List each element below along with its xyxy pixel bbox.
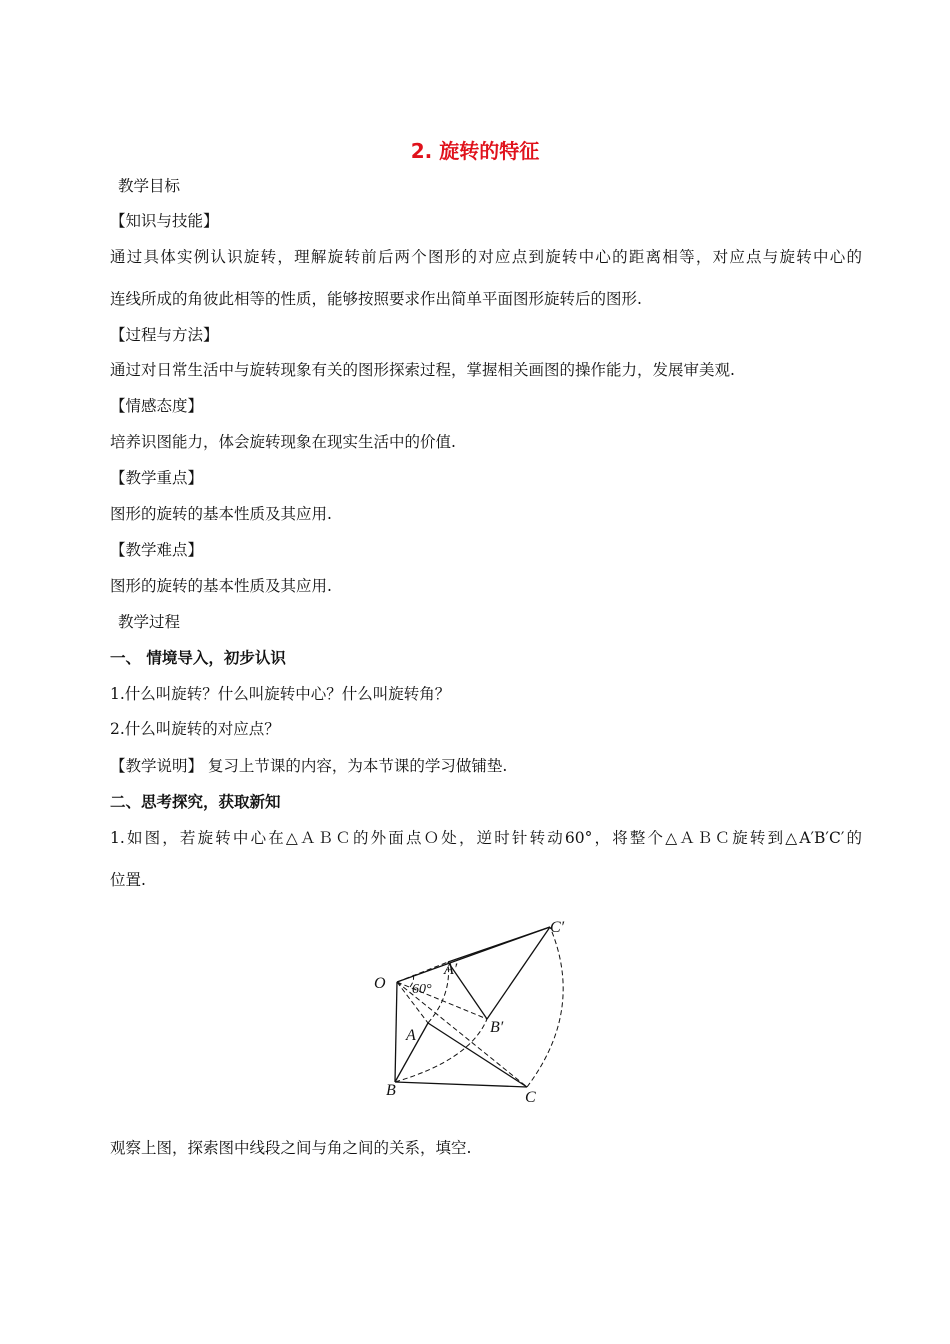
segment-BC [395, 1082, 527, 1087]
key-points-heading: 【教学重点】 [110, 469, 204, 487]
label-A: A [406, 1027, 416, 1044]
section2-heading: 二、思考探究，获取新知 [110, 793, 281, 811]
arc-C-to-C1 [527, 927, 563, 1087]
segment-B1C1 [487, 927, 550, 1019]
knowledge-skills-heading: 【知识与技能】 [110, 212, 219, 230]
segment-AC [428, 1023, 527, 1087]
section2-paragraph-line2: 位置. [110, 871, 146, 889]
knowledge-skills-paragraph-line2: 连线所成的角彼此相等的性质，能够按照要求作出简单平面图形旋转后的图形. [110, 290, 642, 308]
emotion-attitude-heading: 【情感态度】 [110, 397, 204, 415]
process-method-heading: 【过程与方法】 [110, 326, 219, 344]
teaching-process-heading: 教学过程 [118, 613, 181, 631]
difficult-points-paragraph: 图形的旋转的基本性质及其应用. [110, 577, 332, 595]
section1-question1: 1.什么叫旋转？什么叫旋转中心？什么叫旋转角？ [110, 685, 451, 703]
goals-heading: 教学目标 [118, 177, 181, 195]
process-method-paragraph: 通过对日常生活中与旋转现象有关的图形探索过程，掌握相关画图的操作能力，发展审美观. [110, 361, 735, 379]
segment-OA1 [397, 962, 448, 982]
section1-question2: 2.什么叫旋转的对应点？ [110, 720, 280, 738]
rotation-figure [370, 915, 580, 1115]
segment-OC1 [397, 927, 550, 982]
section1-teaching-note: 【教学说明】 复习上节课的内容，为本节课的学习做铺垫. [110, 757, 508, 775]
label-C: C [525, 1089, 536, 1106]
section1-heading: 一、 情境导入，初步认识 [110, 649, 286, 667]
difficult-points-heading: 【教学难点】 [110, 541, 204, 559]
label-O: O [374, 975, 386, 992]
label-A-prime: A′ [444, 961, 458, 978]
label-C-prime: C′ [550, 919, 565, 936]
section2-paragraph-line1: 1.如图，若旋转中心在△ＡＢＣ的外面点Ｏ处，逆时针转动60°，将整个△ＡＢＣ旋转到△A′B′C′的 [110, 829, 862, 847]
observation-instruction: 观察上图，探索图中线段之间与角之间的关系，填空. [110, 1139, 472, 1157]
label-B: B [386, 1082, 396, 1099]
segment-OB [395, 982, 397, 1082]
page-title: 2. 旋转的特征 [410, 139, 540, 163]
knowledge-skills-paragraph-line1: 通过具体实例认识旋转，理解旋转前后两个图形的对应点到旋转中心的距离相等，对应点与旋转中心的 [110, 248, 862, 266]
key-points-paragraph: 图形的旋转的基本性质及其应用. [110, 505, 332, 523]
emotion-attitude-paragraph: 培养识图能力，体会旋转现象在现实生活中的价值. [110, 433, 456, 451]
label-angle-60: 60° [412, 982, 432, 997]
segment-OC [397, 982, 527, 1087]
label-B-prime: B′ [490, 1019, 504, 1036]
